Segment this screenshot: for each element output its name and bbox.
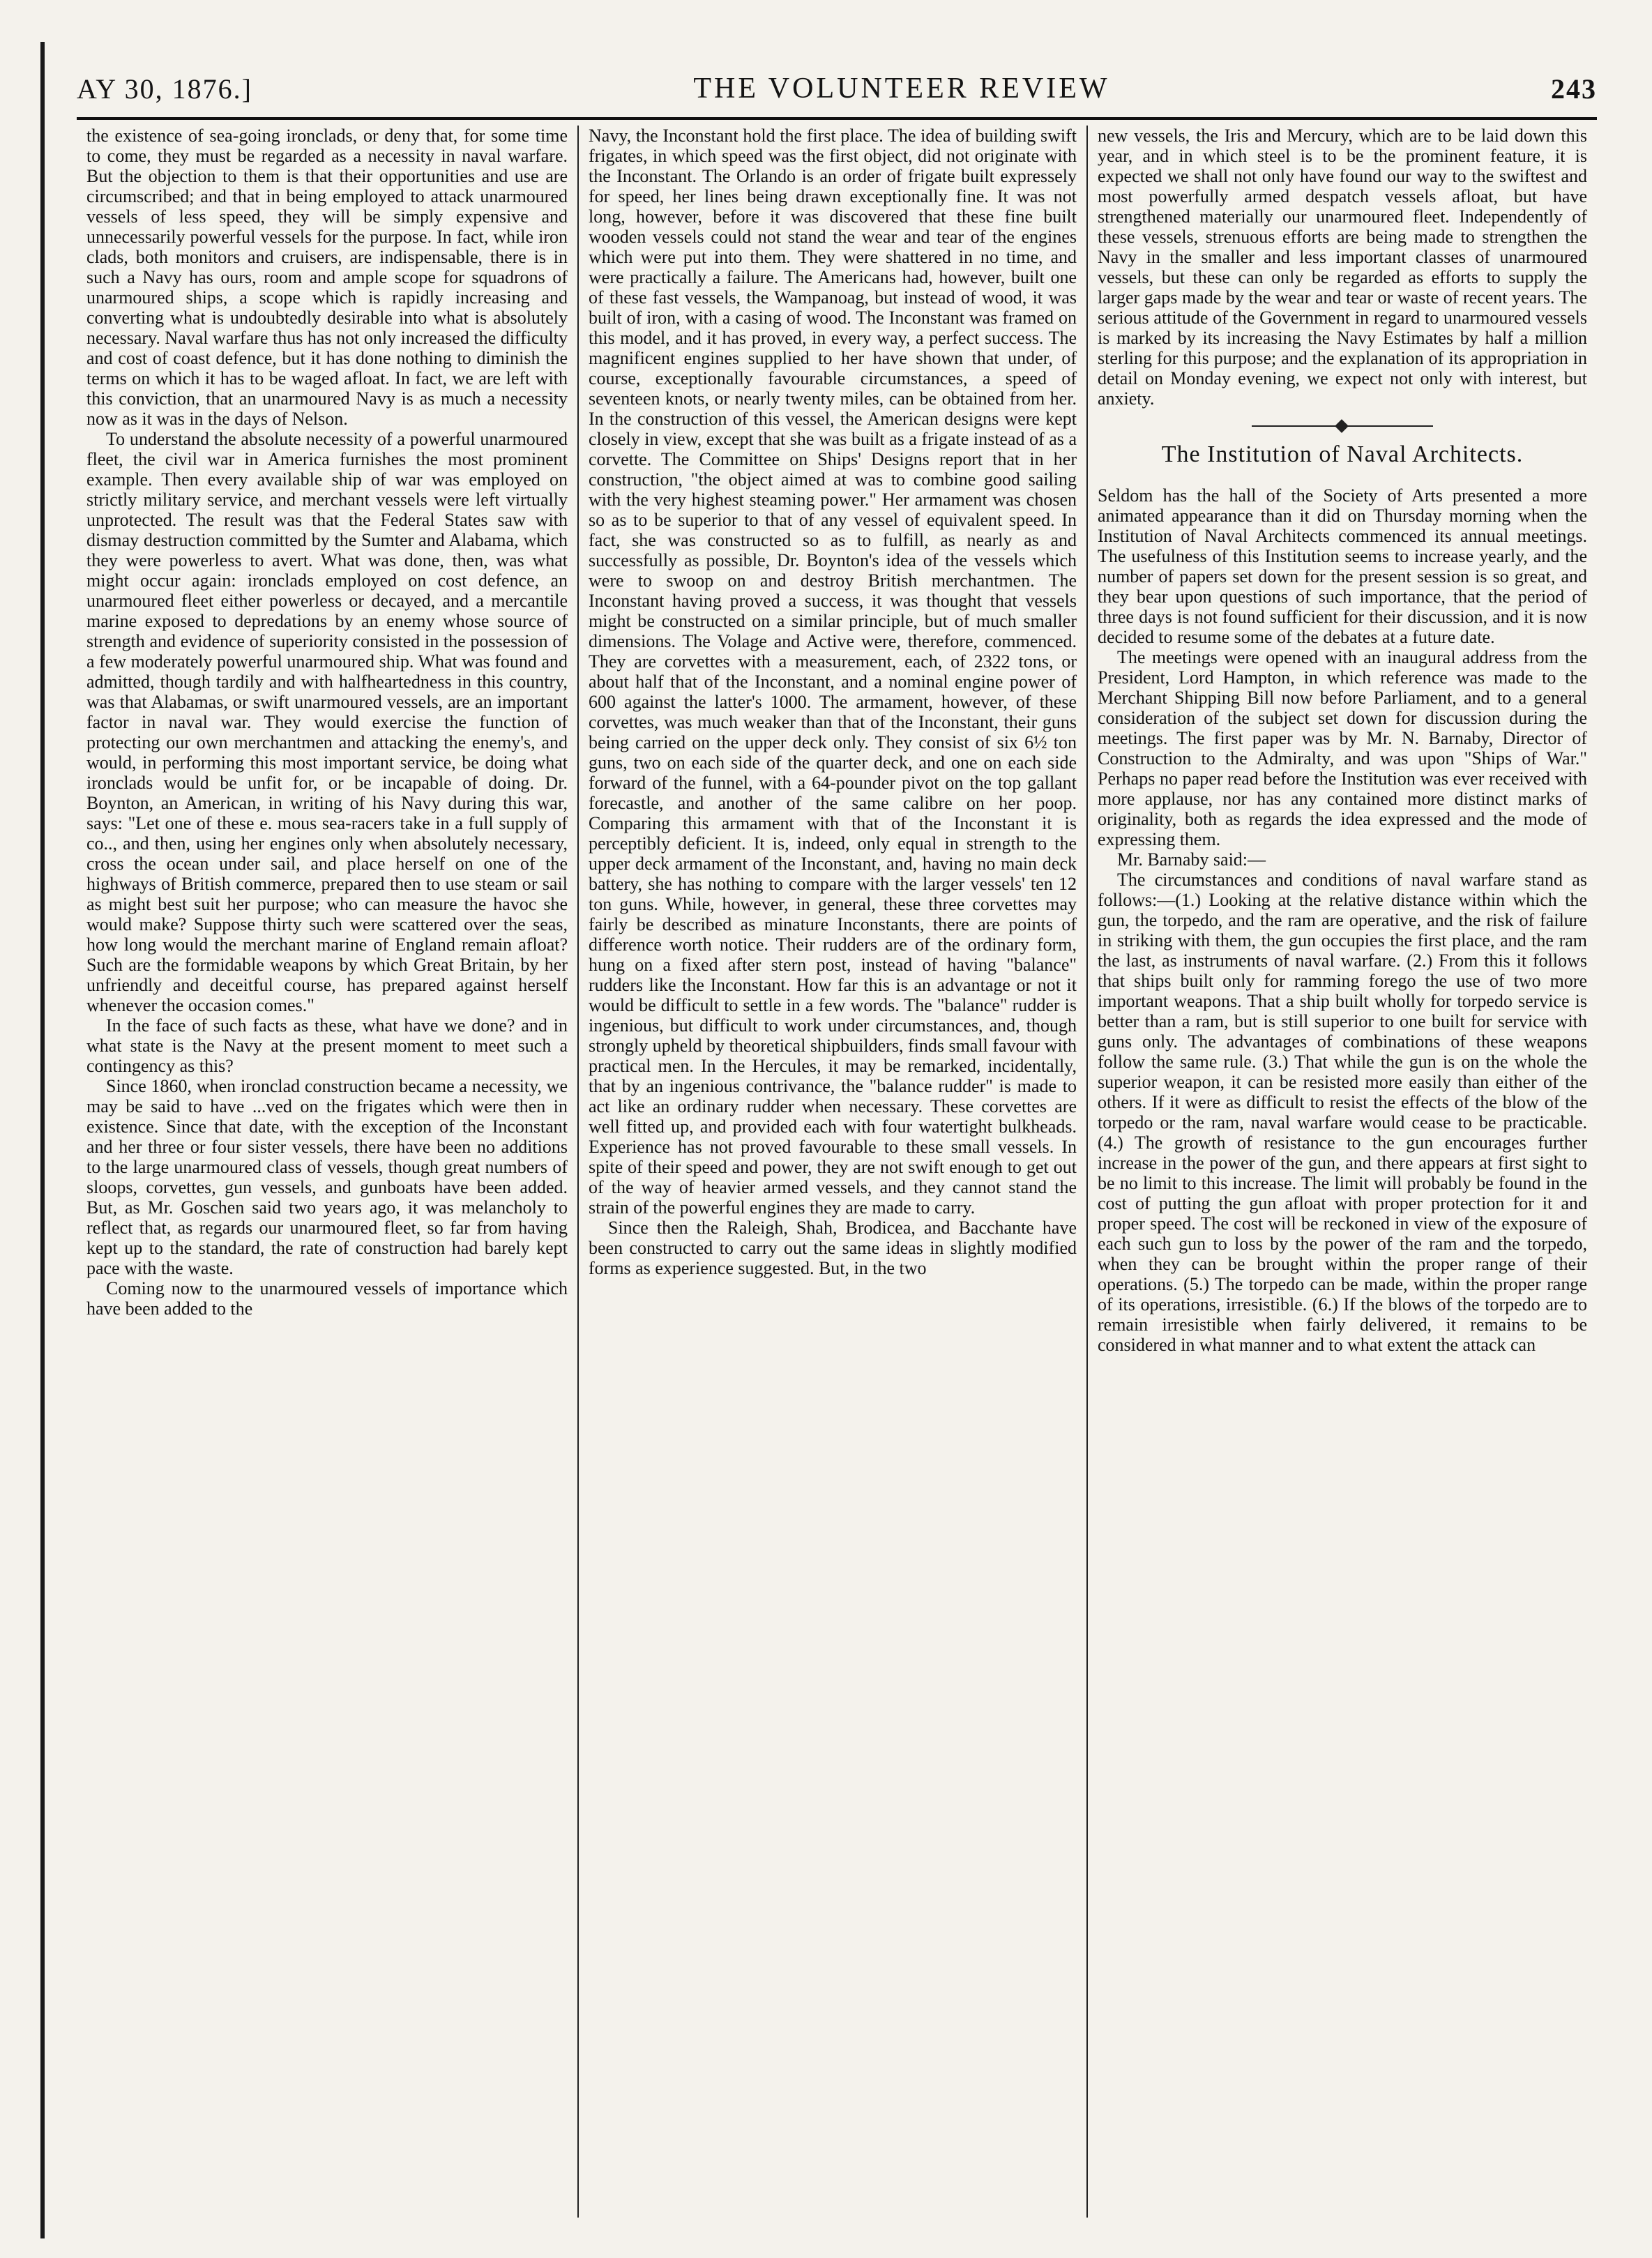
paragraph: Seldom has the hall of the Society of Arts presented a more animated appearance than it did on Thursday morning when the Institution of Naval Architects commenced its annual meetings. The usefulness of this Institution seems to increase yearly, and the number of papers set down for the present session is so great, and they bear upon questions of such importance, that the period of three days is not found sufficient for their discussion, and it is now decided to resume some of the debates at a future date. xyxy=(1098,485,1587,647)
publication-title: THE VOLUNTEER REVIEW xyxy=(693,73,1110,105)
paragraph: Navy, the Inconstant hold the first place. The idea of building swift frigates, in which speed was the first object, did not originate with the Inconstant. The Orlando is an order of frigate built expressely for speed, her lines being drawn exceptionally fine. It was not long, however, before it was discovered that these fine built wooden vessels could not stand the wear and tear of the engines which were put into them. They were shattered in no time, and were practically a failure. The Americans had, however, built one of these fast vessels, the Wampanoag, but instead of wood, it was built of iron, with a casing of wood. The Inconstant was framed on this model, and it has proved, in every way, a perfect success. The magnificent engines supplied to her have shown that under, of course, exceptionally favourable circumstances, a speed of seventeen knots, or nearly twenty miles, can be obtained from her. In the construction of this vessel, the American designs were kept closely in view, except that she was built as a frigate instead of as a corvette. The Committee on Ships' Designs report that in her construction, "the object aimed at was to combine good sailing with the very highest steaming power." Her armament was chosen so as to be superior to that of any vessel of equivalent speed. In fact, she was constructed so as to fulfill, as nearly as and successfully as possible, Dr. Boynton's idea of the vessels which were to swoop on and destroy British merchantmen. The Inconstant having proved a success, it was thought that vessels might be constructed on a similar principle, but of much smaller dimensions. The Volage and Active were, therefore, commenced. They are corvettes with a measurement, each, of 2322 tons, or about half that of the Inconstant, and a nominal engine power of 600 against the latter's 1000. The armament, however, of these corvettes, was much weaker than that of the Inconstant, their guns being carried on the upper deck only. They consist of six 6½ ton guns, two on each side of the quarter deck, and one on each side forward of the funnel, with a 64-pounder pivot on the top gallant forecastle, and another of the same calibre on her poop. Comparing this armament with that of the Inconstant it is perceptibly deficient. It is, indeed, only equal in strength to the upper deck armament of the Inconstant, and, having no main deck battery, she has nothing to compare with the larger vessels' ten 12 ton guns. While, however, in general, these three corvettes may fairly be described as minature Inconstants, there are points of difference worth notice. Their rudders are of the ordinary form, hung on a fixed after stern post, instead of having "balance" rudders like the Inconstant. How far this is an advantage or not it would be difficult to settle in a few words. The "balance" rudder is ingenious, but difficult to work under circumstances, and, though strongly upheld by theoretical shipbuilders, finds small favour with practical men. In the Hercules, it may be remarked, incidentally, that by an ingenious contrivance, the "balance rudder" is made to act like an ordinary rudder when necessary. These corvettes are well fitted up, and provided each with four watertight bulkheads. Experience has not proved favourable to these small vessels. In spite of their speed and power, they are not swift enough to get out of the way of heavier armed vessels, and they cannot stand the strain of the powerful engines they are made to carry. xyxy=(589,126,1077,1218)
paragraph: Since then the Raleigh, Shah, Brodicea, and Bacchante have been constructed to carry out the same ideas in slightly modified forms as experience suggested. But, in the two xyxy=(589,1218,1077,1278)
paragraph: Mr. Barnaby said:— xyxy=(1117,849,1266,870)
paragraph: The circumstances and conditions of naval warfare stand as follows:—(1.) Looking at the relative distance within which the gun, the torpedo, and the ram are operative, and the risk of failure in striking with them, the gun occupies the first place, and the ram the last, as instruments of naval warfare. (2.) From this it follows that ships built only for ramming forego the use of two more important weapons. That a ship built wholly for torpedo service is better than a ram, but is still superior to one built for service with guns only. The advantages of combinations of these weapons follow the same rule. (3.) That while the gun is on the whole the superior weapon, it can be resisted more easily than either of the others. If it were as difficult to resist the effects of the blow of the torpedo or the ram, naval warfare would cease to be practicable. (4.) The growth of resistance to the gun encourages further increase in the power of the gun, and there appears at first sight to be no limit to this increase. The limit will probably be found in the cost of putting the gun afloat with proper protection for it and proper speed. The cost will be reckoned in view of the exposure of each such gun to loss by the power of the ram and the torpedo, when they can be brought within the proper range of their operations. (5.) The torpedo can be made, within the proper range of its operations, irresistible. (6.) If the blows of the torpedo are to remain irresistible when fairly delivered, it remains to be considered in what manner and to what extent the attack can xyxy=(1098,870,1587,1355)
section-divider xyxy=(1252,425,1433,427)
paragraph: new vessels, the Iris and Mercury, which are to be laid down this year, and in which steel is to be the prominent feature, it is expected we shall not only have found our way to the swiftest and most powerfully armed despatch vessels afloat, but have strengthened materially our unarmoured fleet. Independently of these vessels, strenuous efforts are being made to strengthen the Navy in the smaller and less important classes of unarmoured vessels, but these can only be regarded as efforts to supply the larger gaps made by the wear and tear or waste of recent years. The serious attitude of the Government in regard to unarmoured vessels is marked by its increasing the Navy Estimates by half a million sterling for this purpose; and the explanation of its appropriation in detail on Monday evening, we expect not only with interest, but anxiety. xyxy=(1098,126,1587,409)
section-heading: The Institution of Naval Architects. xyxy=(1161,441,1524,467)
page-header xyxy=(77,64,1597,113)
paragraph: Since 1860, when ironclad construction became a necessity, we may be said to have ...ved on the frigates which were then in existence. Since that date, with the exception of the Inconstant and her three or four sister vessels, there have been no additions to the large unarmoured class of vessels, though great numbers of sloops, corvettes, gun vessels, and gunboats have been added. But, as Mr. Goschen said two years ago, it was melancholy to reflect that, as regards our unarmoured fleet, so far from having kept up to the standard, the rate of construction had barely kept pace with the waste. xyxy=(86,1076,568,1278)
page-binding-edge xyxy=(40,42,45,2238)
header-date: AY 30, 1876.] xyxy=(77,73,252,105)
column-2 xyxy=(579,126,1088,2218)
column-1 xyxy=(77,126,579,2218)
article-columns xyxy=(77,126,1597,2218)
paragraph: In the face of such facts as these, what have we done? and in what state is the Navy at the present moment to meet such a contingency as this? xyxy=(86,1015,568,1076)
paragraph: To understand the absolute necessity of a powerful unarmoured fleet, the civil war in America furnishes the most prominent example. Then every available ship of war was employed on strictly military service, and merchant vessels were left virtually unprotected. The result was that the Federal States saw with dismay destruction committed by the Sumter and Alabama, which they were powerless to avert. What was done, then, was what might occur again: ironclads employed on cost defence, an unarmoured fleet either powerless or decayed, and a mercantile marine exposed to depredations by an enemy whose source of strength and evidence of superiority consisted in the possession of a few moderately powerful unarmoured ship. What was found and admitted, though tardily and with halfheartedness in this country, was that Alabamas, or swift unarmoured vessels, are an important factor in naval war. They would exercise the function of protecting our own merchantmen and attacking the enemy's, and would, in performing this most important service, be doing what ironclads would be unfit for, or be incapable of doing. Dr. Boynton, an American, in writing of his Navy during this war, says: "Let one of these e. mous sea-racers take in a full supply of co.., and then, using her engines only when absolutely necessary, cross the ocean under sail, and place herself on one of the highways of British commerce, prepared then to use steam or sail as might best suit her purpose; who can measure the havoc she would make? Suppose thirty such were scattered over the seas, how long would the merchant marine of England remain afloat? Such are the formidable weapons by which Great Britain, by her unfriendly and deceitful course, has prepared against herself whenever the occasion comes." xyxy=(86,429,568,1015)
paragraph: the existence of sea-going ironclads, or deny that, for some time to come, they must be regarded as a necessity in naval warfare. But the objection to them is that their opportunities and use are circumscribed; and that in being employed to attack unarmoured vessels of less speed, they will be simply expensive and unnecessarily powerful vessels for the purpose. In fact, while iron clads, both monitors and cruisers, are indispensable, there is in such a Navy has ours, room and ample scope for squadrons of unarmoured ships, a scope which is rapidly increasing and converting what is undoubtedly desirable into what is absolutely necessary. Naval warfare thus has not only increased the difficulty and cost of coast defence, but it has done nothing to diminish the terms on which it has to be waged afloat. In fact, we are left with this conviction, that an unarmoured Navy is as much a necessity now as it was in the days of Nelson. xyxy=(86,126,568,429)
paragraph: Coming now to the unarmoured vessels of importance which have been added to the xyxy=(86,1278,568,1319)
paragraph: The meetings were opened with an inaugural address from the President, Lord Hampton, in which reference was made to the Merchant Shipping Bill now before Parliament, and to a general consideration of the subject set down for discussion during the meetings. The first paper was by Mr. N. Barnaby, Director of Construction to the Admiralty, and was upon "Ships of War." Perhaps no paper read before the Institution was ever received with more applause, nor has any contained more distinct marks of originality, both as regards the idea expressed and the mode of expressing them. xyxy=(1098,647,1587,849)
header-rule xyxy=(77,117,1597,120)
page-number: 243 xyxy=(1551,73,1597,105)
column-3 xyxy=(1088,126,1597,2218)
